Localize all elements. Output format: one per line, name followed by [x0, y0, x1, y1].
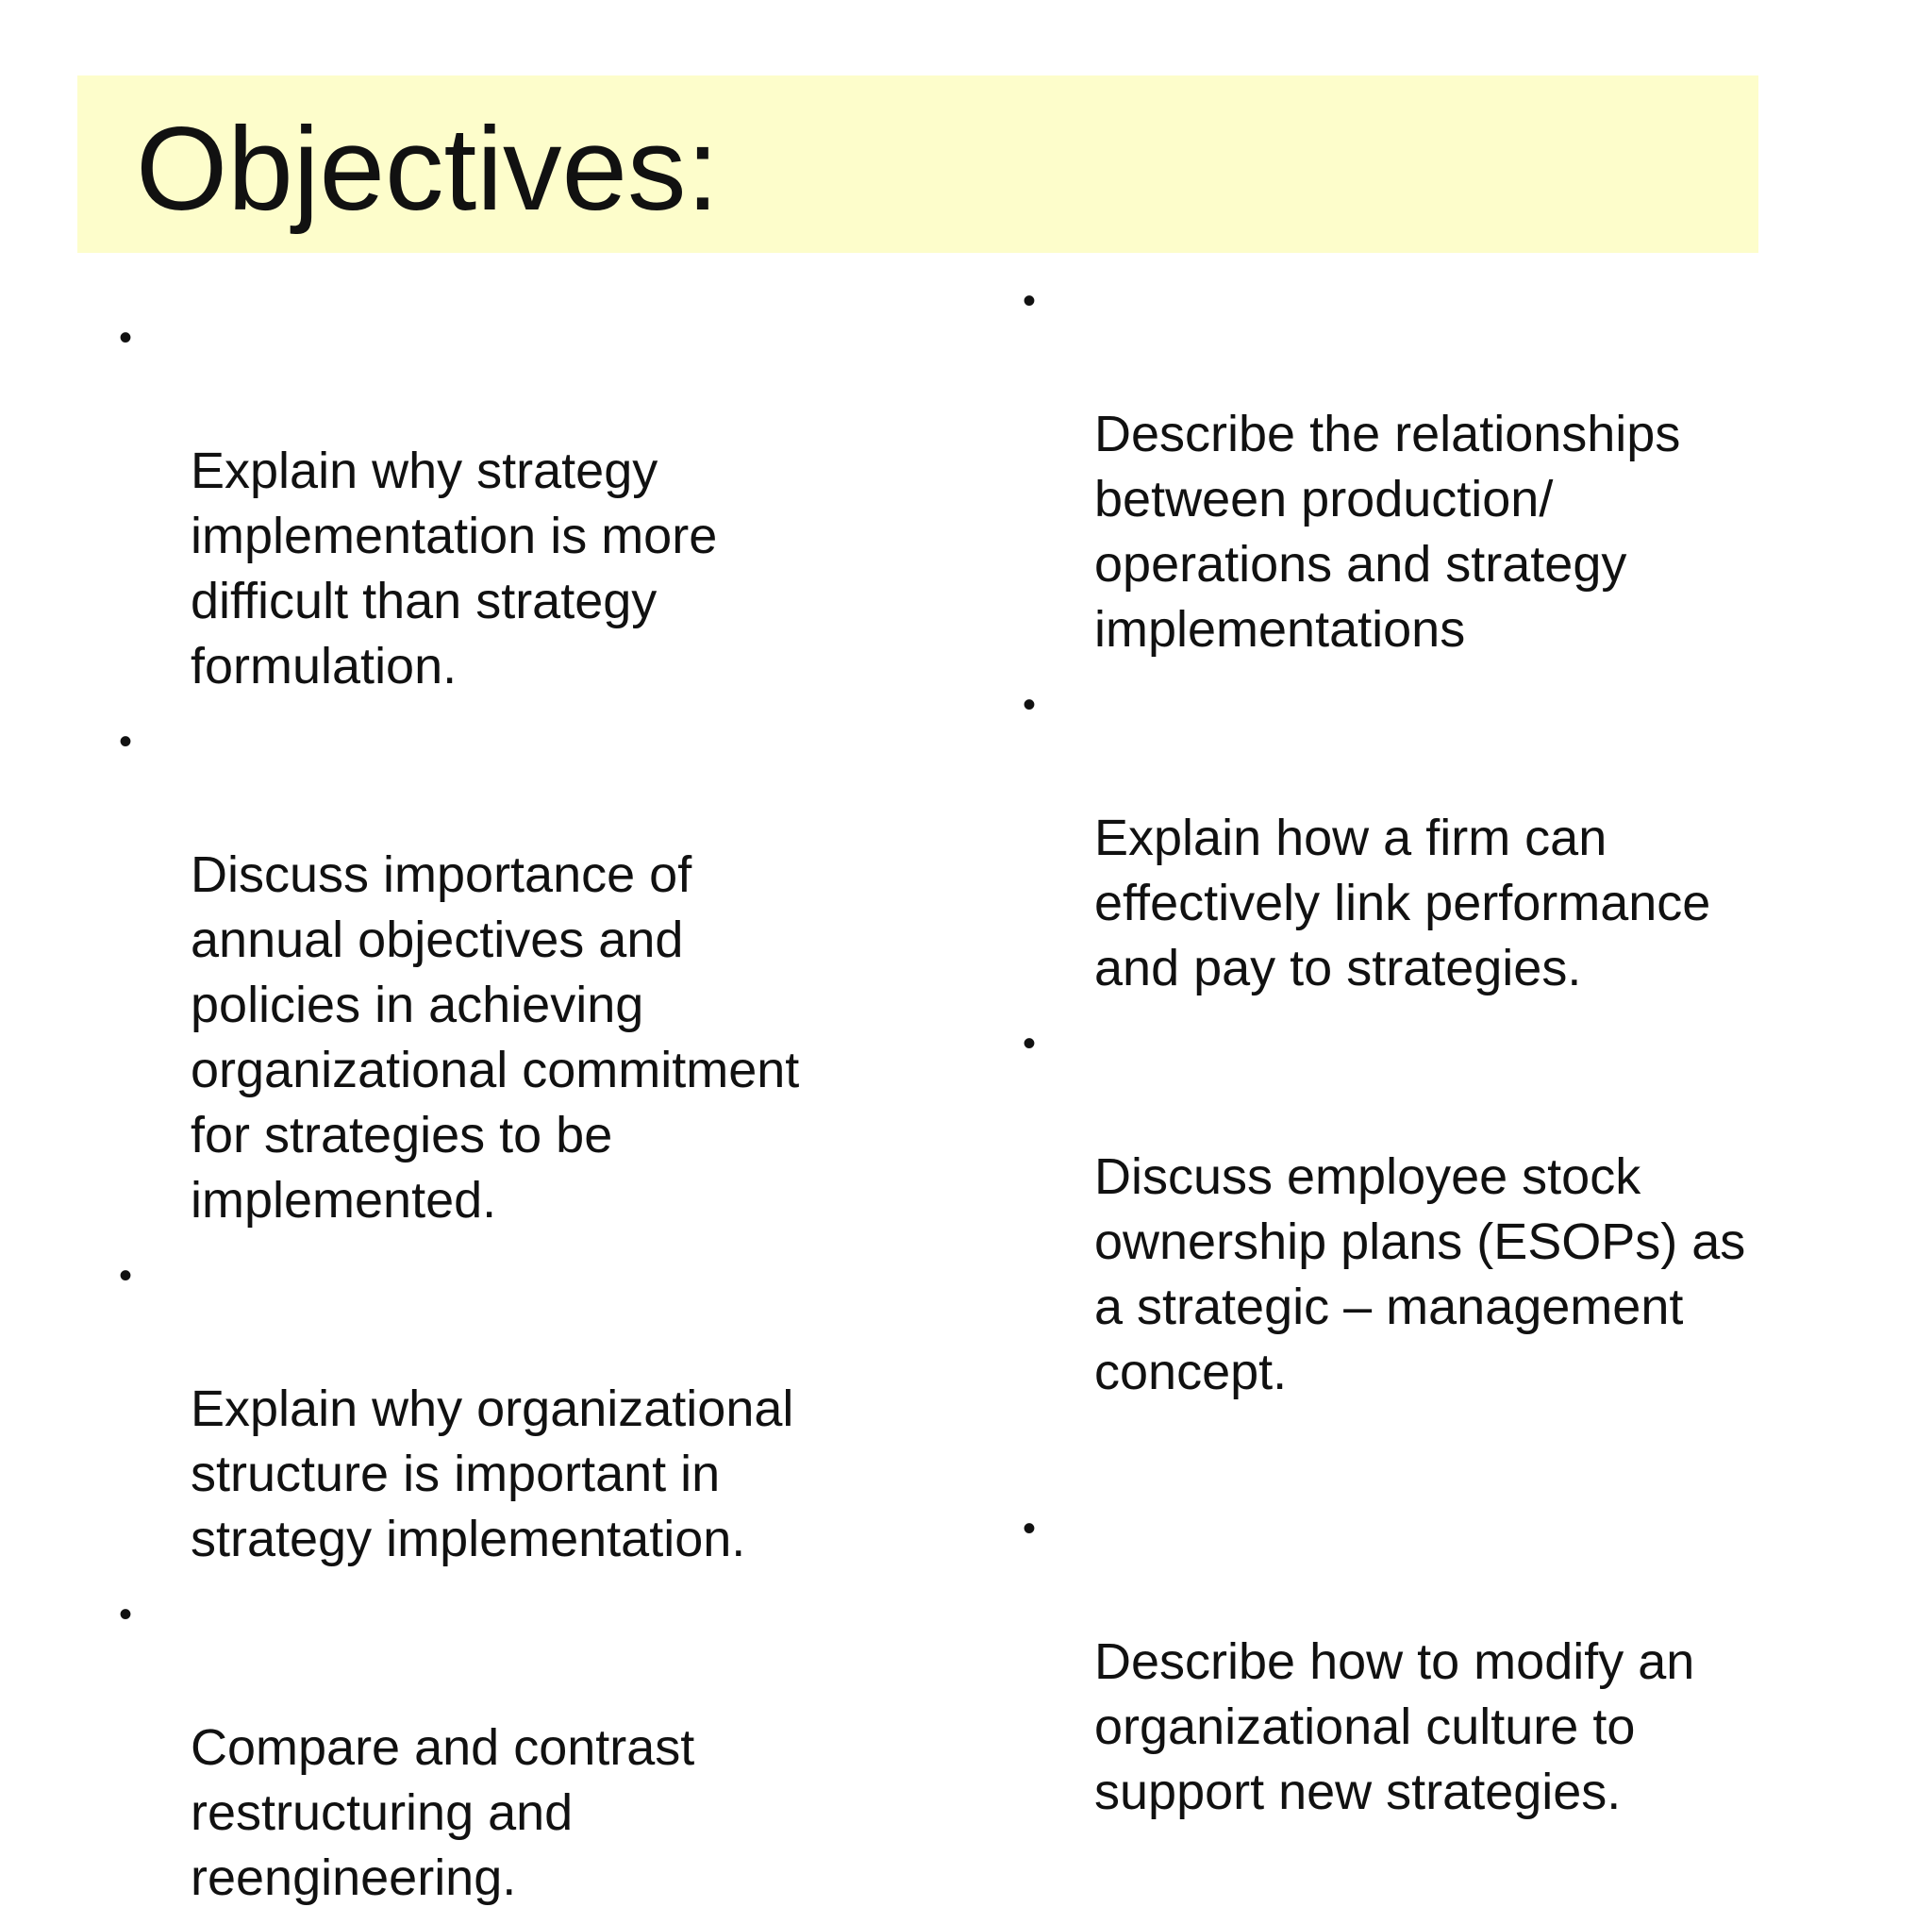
- bullet-icon: •: [1023, 1023, 1037, 1064]
- left-objectives-list: [111, 309, 866, 1924]
- objective-item: [1015, 1499, 1864, 1825]
- objective-item: [111, 712, 866, 1233]
- objective-text: Describe how to modify an organizational culture to support new strategies.: [1094, 1633, 1695, 1820]
- objective-text: Compare and contrast restructuring and reengineering.: [191, 1719, 695, 1906]
- bullet-icon: •: [1023, 684, 1037, 726]
- bullet-icon: •: [119, 1594, 133, 1635]
- objective-text: Describe the relationships between production/ operations and strategy implementations: [1094, 406, 1681, 658]
- title-band: [77, 75, 1758, 253]
- objective-text: Discuss importance of annual objectives and policies in achieving organizational commitment for strategies to be implemented.: [191, 846, 800, 1229]
- right-objectives-list: [1015, 272, 1864, 1838]
- objective-item: [1015, 1014, 1864, 1405]
- objective-item: [111, 1585, 866, 1911]
- slide-title: Objectives:: [136, 104, 720, 235]
- bullet-icon: •: [119, 1255, 133, 1297]
- objective-item: [111, 1246, 866, 1572]
- objective-item: [1015, 676, 1864, 1001]
- bullet-icon: •: [119, 721, 133, 762]
- bullet-icon: •: [1023, 1508, 1037, 1549]
- objective-text: Explain why strategy implementation is more difficult than strategy formulation.: [191, 443, 718, 694]
- objective-text: Discuss employee stock ownership plans (ESOPs) as a strategic – management concept.: [1094, 1148, 1746, 1400]
- objective-text: Explain how a firm can effectively link performance and pay to strategies.: [1094, 810, 1711, 996]
- bullet-icon: •: [119, 317, 133, 359]
- bullet-icon: •: [1023, 280, 1037, 322]
- objective-text: Explain why organizational structure is important in strategy implementation.: [191, 1380, 794, 1567]
- objective-item: [1015, 272, 1864, 662]
- objective-item: [111, 309, 866, 699]
